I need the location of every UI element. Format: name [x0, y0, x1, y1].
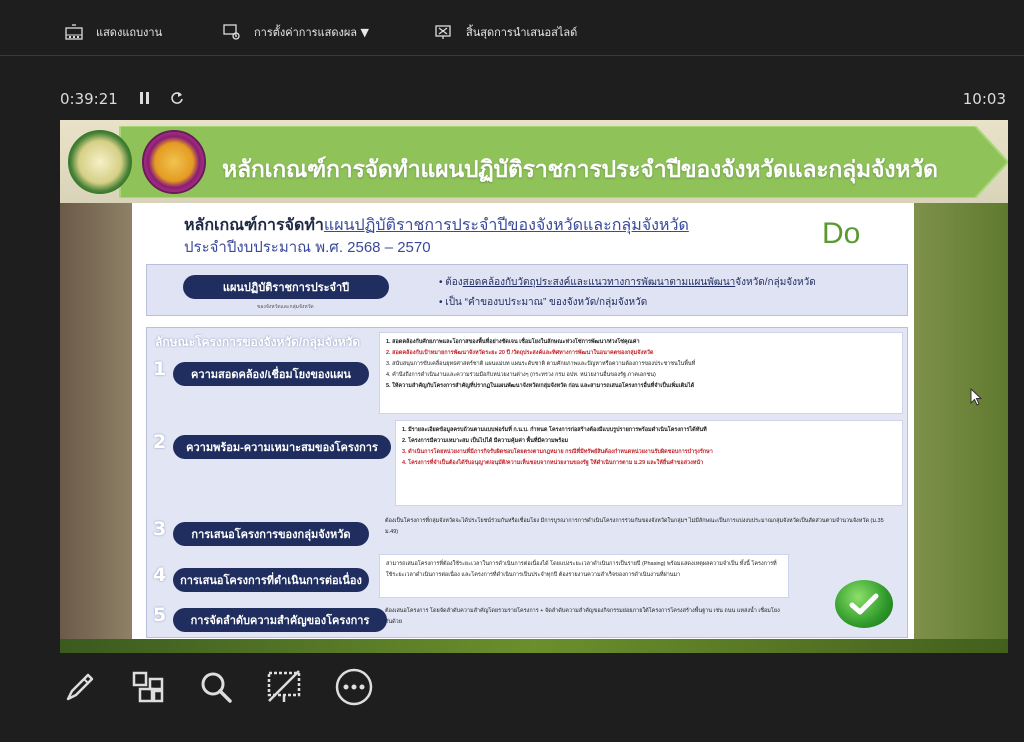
- plan-bullets: [439, 273, 816, 313]
- zoom-button[interactable]: [194, 665, 238, 709]
- pen-tool-button[interactable]: [58, 665, 102, 709]
- pause-button[interactable]: [136, 88, 154, 108]
- mouse-cursor-icon: [970, 388, 982, 406]
- taskbar-icon: [64, 23, 84, 41]
- slide-heading-prefix: หลักเกณฑ์การจัดทำ: [184, 217, 324, 234]
- slide-subheading: ประจำปีงบประมาณ พ.ศ. 2568 – 2570: [184, 239, 431, 256]
- pen-icon: [62, 669, 98, 705]
- more-options-button[interactable]: [332, 665, 376, 709]
- slide-heading-link: แผนปฏิบัติราชการประจำปีของจังหวัดและกลุ่มจังหวัด: [323, 217, 689, 234]
- item-desc-2: [395, 420, 903, 506]
- item-pill-1: ความสอดคล้อง/เชื่อมโยงของแผน: [173, 362, 369, 386]
- criteria-box: [146, 327, 908, 638]
- item-desc-1: [379, 332, 903, 414]
- show-taskbar-label: แสดงแถบงาน: [96, 26, 163, 39]
- display-settings-label: การตั้งค่าการแสดงผล ▼: [254, 26, 370, 39]
- plan-pill: แผนปฏิบัติราชการประจำปี: [183, 275, 389, 299]
- plan-subtitle: ของจังหวัดและกลุ่มจังหวัด: [257, 304, 314, 310]
- item-pill-5: การจัดลำดับความสำคัญของโครงการ: [173, 608, 387, 632]
- display-settings-icon: [222, 23, 242, 41]
- bullet1-d: จังหวัด/กลุ่มจังหวัด: [735, 277, 816, 288]
- item-pill-3: การเสนอโครงการของกลุ่มจังหวัด: [173, 522, 369, 546]
- item-pill-2: ความพร้อม-ความเหมาะสมของโครงการ: [173, 435, 391, 459]
- desc2-line1: 1. มีรายละเอียดข้อมูลครบถ้วนตามแบบฟอร์มที่ ก.น.บ. กำหนด โครงการก่อสร้างต้องมีแบบรูปรายการพร้อมดำเนินโครงการได้ทันที: [402, 427, 707, 433]
- item-desc-5: ต้องเสนอโครงการ โดยจัดลำดับความสำคัญโดยรวมรายโครงการ + จัดลำดับความสำคัญของกิจกรรมย่อยภายใต้โครงการโครงสร้างพื้นฐาน เช่น ถนน แหล่งน้ำ เชื่อมโยงกันด้วย: [385, 608, 780, 625]
- desc2-line4: 4. โครงการที่จำเป็นต้องได้รับอนุญาต/อนุมัติ/ความเห็นชอบจากหน่วยงานของรัฐ ให้ดำเนินการตาม ม.29 และให้ยื่นคำขอล่วงหน้า: [402, 460, 704, 466]
- pause-icon: [139, 91, 151, 105]
- item-number-4: 4: [153, 564, 167, 586]
- item-pill-4: การเสนอโครงการที่ดำเนินการต่อเนื่อง: [173, 568, 369, 592]
- item-number-2: 2: [153, 431, 167, 453]
- desc1-line1: 1. สอดคล้องกับศักยภาพและโอกาสของพื้นที่อย่างชัดเจน เชื่อมโยงในลักษณะห่วงโซ่การพัฒนา/ห่วงโซ่คุณค่า: [386, 339, 640, 345]
- elapsed-timer: 0:39:21: [60, 90, 118, 108]
- criteria-title: ลักษณะโครงการของจังหวัด/กลุ่มจังหวัด: [155, 335, 361, 349]
- item-number-3: 3: [153, 518, 167, 540]
- desc2-line2: 2. โครงการมีความเหมาะสม เป็นไปได้ มีความคุ้มค่า พื้นที่มีความพร้อม: [402, 438, 569, 444]
- restart-icon: [170, 91, 184, 105]
- end-slideshow-button[interactable]: [434, 20, 577, 44]
- bullet1-c: กับวัตถุประสงค์และแนวทางการพัฒนาตามแผนพัฒนา: [504, 277, 736, 288]
- desc2-line3: 3. ดำเนินการโดยหน่วยงานที่มีภารกิจรับผิดชอบโดยตรงตามกฎหมาย กรณีที่มีทรัพย์สินต้องกำหนดหน่วยงานรับผิดชอบการบำรุงรักษา: [402, 449, 713, 455]
- screen-off-icon: [265, 669, 303, 705]
- restart-timer-button[interactable]: [168, 88, 186, 108]
- slide-footer-strip: [60, 639, 1008, 653]
- plan-box: [146, 264, 908, 316]
- checkmark-icon: [835, 580, 893, 628]
- magnifier-icon: [198, 669, 234, 705]
- item-desc-3: ต้องเป็นโครงการที่กลุ่มจังหวัดจะได้ประโยชน์ร่วมกันหรือเชื่อมโยง มีการบูรณาการการดำเนินโครงการร่วมกันของจังหวัดในกลุ่มฯ ไม่มีลักษณะเป็นการแบ่งงบประมาณกลุ่มจังหวัดเป็นสัดส่วนตามจำนวนจังหวัด (ม.35 ม.49): [385, 518, 884, 535]
- black-screen-button[interactable]: [262, 665, 306, 709]
- slides-grid-icon: [130, 669, 166, 705]
- bullet1-a: • ต้อง: [439, 277, 463, 288]
- desc1-line3: 3. สนับสนุนการขับเคลื่อนยุทธศาสตร์ชาติ แผนแม่บท แผนระดับชาติ ตามศักยภาพและปัญหาหรือความต้องการของประชาชนในพื้นที่: [386, 361, 696, 367]
- plan-bullet-2: • เป็น “คำของบประมาณ” ของจังหวัด/กลุ่มจังหวัด: [439, 297, 648, 308]
- item-number-5: 5: [153, 604, 167, 626]
- current-slide[interactable]: [60, 120, 1008, 653]
- province-emblem-logo: [142, 130, 206, 194]
- see-all-slides-button[interactable]: [126, 665, 170, 709]
- provincial-seal-logo: [68, 130, 132, 194]
- show-taskbar-button[interactable]: [64, 20, 162, 44]
- end-slideshow-label: สิ้นสุดการนำเสนอสไลด์: [466, 26, 578, 39]
- desc1-line2: 2. สอดคล้องกับเป้าหมายการพัฒนาจังหวัดระยะ 20 ปี /วัตถุประสงค์และทิศทางการพัฒนาในอนาคตของกลุ่มจังหวัด: [386, 350, 654, 356]
- current-time: 10:03: [962, 90, 1006, 108]
- banner-title: หลักเกณฑ์การจัดทำแผนปฏิบัติราชการประจำปีของจังหวัดและกลุ่มจังหวัด: [222, 156, 938, 182]
- more-icon: [334, 667, 374, 707]
- end-slideshow-icon: [434, 23, 454, 41]
- display-settings-button[interactable]: [222, 20, 369, 44]
- item-desc-4: สามารถเสนอโครงการที่ต้องใช้ระยะเวลาในการดำเนินการต่อเนื่องได้ โดยแบ่งระยะเวลาดำเนินการเป็นรายปี (Phasing) พร้อมแสดงเหตุผลความจำเป็น ทั้งนี้ โครงการที่ใช้ระยะเวลาดำเนินการต่อเนื่อง และโครงการที่ดำเนินการเป็นประจำทุกปี ต้องรายงานความสำเร็จของการดำเนินงานที่ผ่านมา: [379, 554, 789, 598]
- desc1-line4: 4. คำนึงถึงการดำเนินงานและความร่วมมือกับหน่วยงานต่างๆ (กระทรวง กรม อปท. หน่วยงานอื่นของรัฐ ภาคเอกชน): [386, 372, 656, 378]
- do-label: Do: [822, 217, 861, 250]
- content-panel: [132, 203, 914, 643]
- item-number-1: 1: [153, 358, 167, 380]
- presenter-toolbar: [0, 0, 1024, 56]
- plan-bullet-1: [439, 273, 816, 293]
- desc1-line5: 5. ให้ความสำคัญกับโครงการสำคัญที่ปรากฏในแผนพัฒนาจังหวัด/กลุ่มจังหวัด ก่อน และสามารถเสนอโครงการอื่นที่จำเป็นเพิ่มเติมได้: [386, 383, 695, 389]
- bullet1-b: สอดคล้อง: [462, 277, 505, 288]
